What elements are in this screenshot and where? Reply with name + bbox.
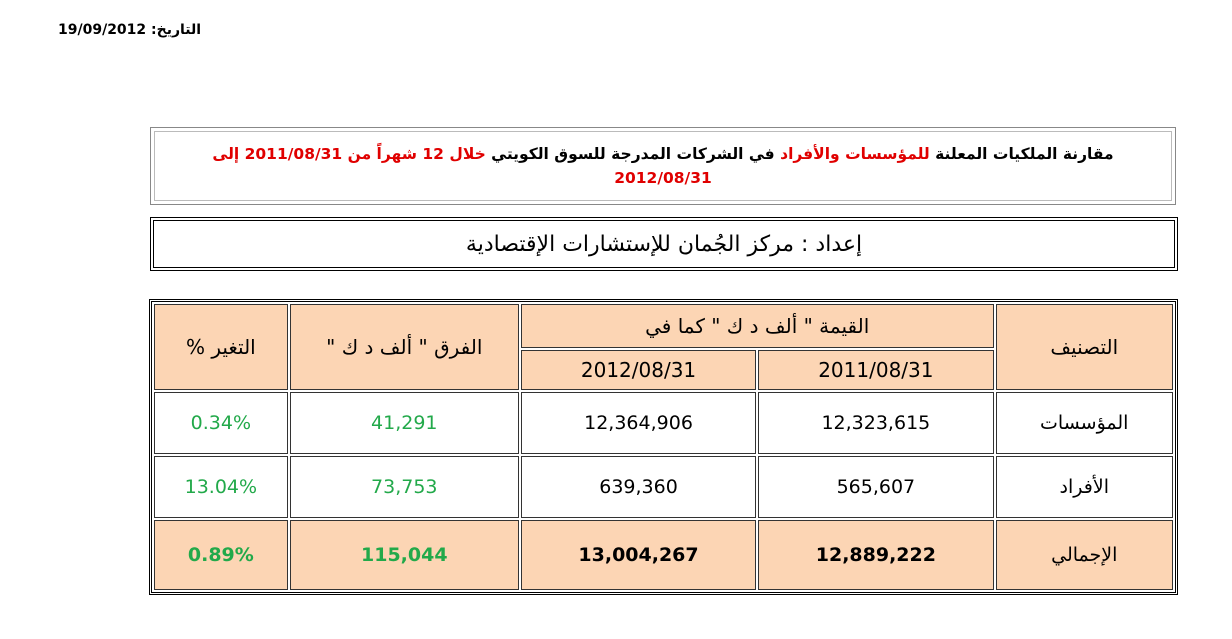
header-difference: الفرق " ألف د ك " [290,304,519,390]
title-part-2: للمؤسسات والأفراد [780,145,930,163]
row-value-2011: 565,607 [758,456,993,518]
header-date-2011: 2011/08/31 [758,350,993,390]
ownership-table [149,299,1178,595]
report-date [58,22,258,38]
title-part-4: خلال 12 شهراً من 2011/08/31 إلى [212,145,486,163]
title-part-3: في الشركات المدرجة للسوق الكويتي [491,145,775,163]
row-value-2012: 639,360 [521,456,756,518]
header-date-2012: 2012/08/31 [521,350,756,390]
date-value: 19/09/2012 [58,22,147,38]
table-row [154,392,1173,454]
date-label: التاريخ: [151,22,202,38]
report-title-box [150,127,1176,205]
row-value-2012: 12,364,906 [521,392,756,454]
row-change: 0.34% [154,392,288,454]
total-value-2012: 13,004,267 [521,520,756,590]
row-category: المؤسسات [996,392,1173,454]
header-row-1 [154,304,1173,348]
report-title [212,142,1113,190]
header-category: التصنيف [996,304,1173,390]
header-change: التغير % [154,304,288,390]
title-part-1: مقارنة الملكيات المعلنة [935,145,1114,163]
row-value-2011: 12,323,615 [758,392,993,454]
prepared-by-text: إعداد : مركز الجُمان للإستشارات الإقتصادية [465,231,863,257]
total-difference: 115,044 [290,520,519,590]
row-difference: 73,753 [290,456,519,518]
row-difference: 41,291 [290,392,519,454]
header-value-group: القيمة " ألف د ك " كما في [521,304,994,348]
title-part-5: 2012/08/31 [614,169,712,187]
total-row [154,520,1173,590]
row-change: 13.04% [154,456,288,518]
table-row [154,456,1173,518]
total-category: الإجمالي [996,520,1173,590]
total-change: 0.89% [154,520,288,590]
prepared-by-box [150,217,1178,271]
row-category: الأفراد [996,456,1173,518]
total-value-2011: 12,889,222 [758,520,993,590]
